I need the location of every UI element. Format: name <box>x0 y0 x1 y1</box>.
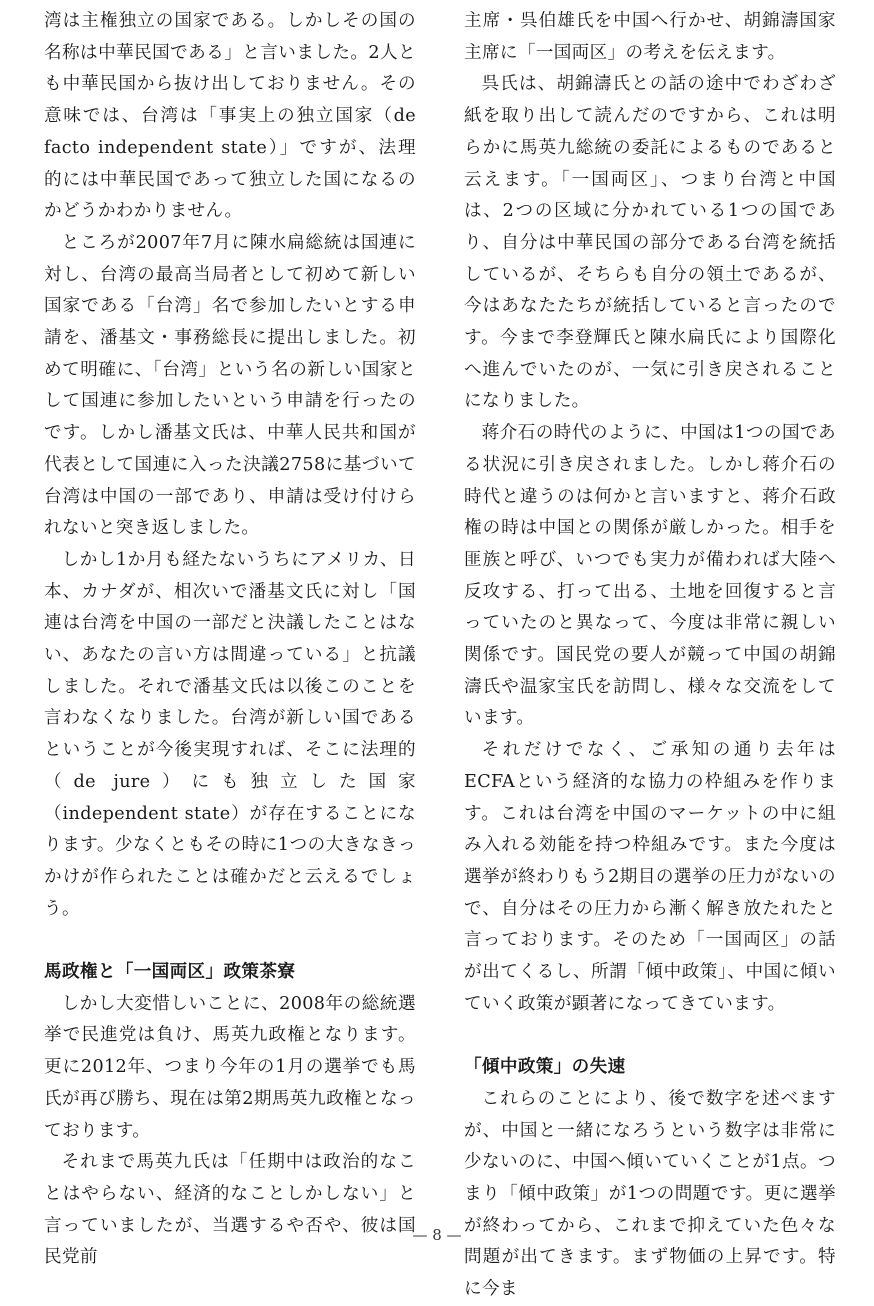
section-heading: 「傾中政策」の失速 <box>464 1057 626 1078</box>
paragraph: それだけでなく、ご承知の通り去年はECFAという経済的な協力の枠組みを作ります。これは台湾を中国のマーケットの中に組み入れる効能を持つ枠組みです。また今度は選挙が終わりもう2期目の選挙の圧力がないので、自分はその圧力から漸く解き放たれたと言っております。そのため「一国両区」の話が出てくるし、所謂「傾中政策」、中国に傾いていく政策が顕著になってきています。 <box>464 740 836 1014</box>
paragraph: それまで馬英九氏は「任期中は政治的なことはやらない、経済的なことしかしない」と言っていましたが、当選するや否や、彼は国民党前 <box>44 1152 416 1268</box>
section-gap <box>44 925 416 957</box>
paragraph: 湾は主権独立の国家である。しかしその国の名称は中華民国である」と言いました。2人とも中華民国から抜け出しておりません。その意味では、台湾は「事実上の独立国家（de facto independent state）」ですが、法理的には中華民国であって独立した国になるのかどうかわかりません。 <box>44 11 416 222</box>
paragraph: ところが2007年7月に陳水扁総統は国連に対し、台湾の最高当局者として初めて新しい国家である「台湾」名で参加したいとする申請を、潘基文・事務総長に提出しました。初めて明確に、「台湾」という名の新しい国家として国連に参加したいという申請を行ったのです。しかし潘基文氏は、中華人民共和国が代表として国連に入った決議2758に基づいて台湾は中国の一部であり、申請は受け付けられないと突き返しました。 <box>44 232 416 539</box>
paragraph: しかし1か月も経たないうちにアメリカ、日本、カナダが、相次いで潘基文氏に対し「国連は台湾を中国の一部だと決議したことはない、あなたの言い方は間違っている」と抗議しました。それで潘基文氏は以後このことを言わなくなりました。台湾が新しい国であるということが今後実現すれば、そこに法理的（de jure）にも独立した国家（independent state）が存在することになります。少なくともその時に1つの大きなきっかけが作られたことは確かだと云えるでしょう。 <box>44 549 416 919</box>
right-column <box>464 6 836 1306</box>
paragraph: 主席・呉伯雄氏を中国へ行かせ、胡錦濤国家主席に「一国両区」の考えを伝えます。 <box>464 11 836 63</box>
paragraph: 呉氏は、胡錦濤氏との話の途中でわざわざ紙を取り出して読んだのですから、これは明らかに馬英九総統の委託によるものであると云えます。「一国両区」、つまり台湾と中国は、2つの区域に分かれている1つの国であり、自分は中華民国の部分である台湾を統括しているが、そちらも自分の領土であるが、今はあなたたちが統括していると言ったのです。今まで李登輝氏と陳水扁氏により国際化へ進んでいたのが、一気に引き戻されることになりました。 <box>464 74 836 412</box>
page-number: — 8 — <box>412 1226 462 1244</box>
left-column <box>44 6 416 1274</box>
section-gap <box>464 1021 836 1053</box>
paragraph: 蒋介石の時代のように、中国は1つの国である状況に引き戻されました。しかし蒋介石の時代と違うのは何かと言いますと、蒋介石政権の時は中国との関係が厳しかった。相手を匪族と呼び、いつでも実力が備われば大陸へ反攻する、打って出る、土地を回復すると言っていたのと異なって、今度は非常に親しい関係です。国民党の要人が競って中国の胡錦濤氏や温家宝氏を訪問し、様々な交流をしています。 <box>464 423 836 729</box>
section-heading: 馬政権と「一国両区」政策茶寮 <box>44 962 296 983</box>
paragraph: これらのことにより、後で数字を述べますが、中国と一緒になろうという数字は非常に少ないのに、中国へ傾いていくことが1点。つまり「傾中政策」が1つの問題です。更に選挙が終わってから、これまで抑えていた色々な問題が出てきます。まず物価の上昇です。特に今ま <box>464 1088 836 1300</box>
paragraph: しかし大変惜しいことに、2008年の総統選挙で民進党は負け、馬英九政権となります。更に2012年、つまり今年の1月の選挙でも馬氏が再び勝ち、現在は第2期馬英九政権となっております。 <box>44 993 416 1141</box>
